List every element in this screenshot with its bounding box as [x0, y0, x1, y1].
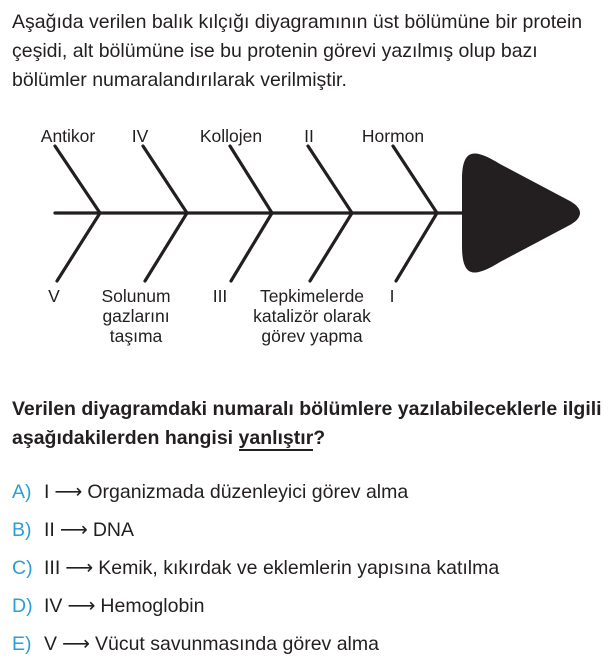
option-c[interactable]: [12, 554, 604, 592]
top-label-ii: II: [304, 126, 314, 146]
bottom-label-iii: III: [212, 286, 228, 306]
option-right: Hemoglobin: [100, 595, 205, 617]
option-right: Organizmada düzenleyici görev alma: [87, 481, 409, 503]
option-a[interactable]: [12, 478, 604, 516]
question-text: [12, 395, 604, 453]
fishbone-diagram: [0, 118, 608, 378]
fish-head: [462, 153, 580, 272]
top-label-iv: IV: [131, 126, 149, 146]
option-e[interactable]: [12, 630, 604, 668]
bottom-label-tepkimelerde: Tepkimelerde katalizör olarak görev yapma: [253, 286, 371, 346]
option-letter: D): [12, 595, 33, 617]
option-left: IV: [44, 595, 63, 617]
top-label-antikor: Antikor: [40, 126, 96, 146]
arrow-icon: ⟶: [54, 481, 83, 503]
intro-text: Aşağıda verilen balık kılçığı diyagramının üst bölümüne bir protein çeşidi, alt bölümüne ise bu protenin görevi yazılmış olup bazı bölümler numaralandırılarak verilmiştir.: [12, 11, 583, 91]
bottom-label-i: I: [389, 286, 395, 306]
top-label-hormon: Hormon: [361, 126, 425, 146]
answer-options: [12, 478, 604, 668]
option-left: I: [44, 481, 50, 503]
arrow-icon: ⟶: [59, 519, 88, 541]
bottom-label-solunum: Solunum gazlarını taşıma: [101, 286, 171, 346]
option-right: DNA: [92, 519, 134, 541]
option-left: II: [44, 519, 55, 541]
option-right: Kemik, kıkırdak ve eklemlerin yapısına katılma: [98, 557, 500, 579]
option-letter: A): [12, 481, 32, 503]
arrow-icon: ⟶: [67, 595, 96, 617]
arrow-icon: ⟶: [65, 557, 94, 579]
option-letter: B): [12, 519, 32, 541]
option-letter: E): [12, 633, 32, 655]
option-d[interactable]: [12, 592, 604, 630]
option-left: V: [44, 633, 58, 655]
question-before: Verilen diyagramdaki numaralı bölümlere yazılabileceklerle ilgili aşağıdakilerden hangisi: [12, 398, 602, 449]
option-right: Vücut savunmasında görev alma: [94, 633, 379, 655]
top-label-kollojen: Kollojen: [199, 126, 263, 146]
option-left: III: [44, 557, 61, 579]
arrow-icon: ⟶: [62, 633, 90, 655]
option-b[interactable]: [12, 516, 604, 554]
bottom-label-v: V: [48, 286, 60, 306]
question-after: ?: [313, 427, 326, 449]
question-underlined: yanlıştır: [238, 427, 314, 449]
option-letter: C): [12, 557, 33, 579]
